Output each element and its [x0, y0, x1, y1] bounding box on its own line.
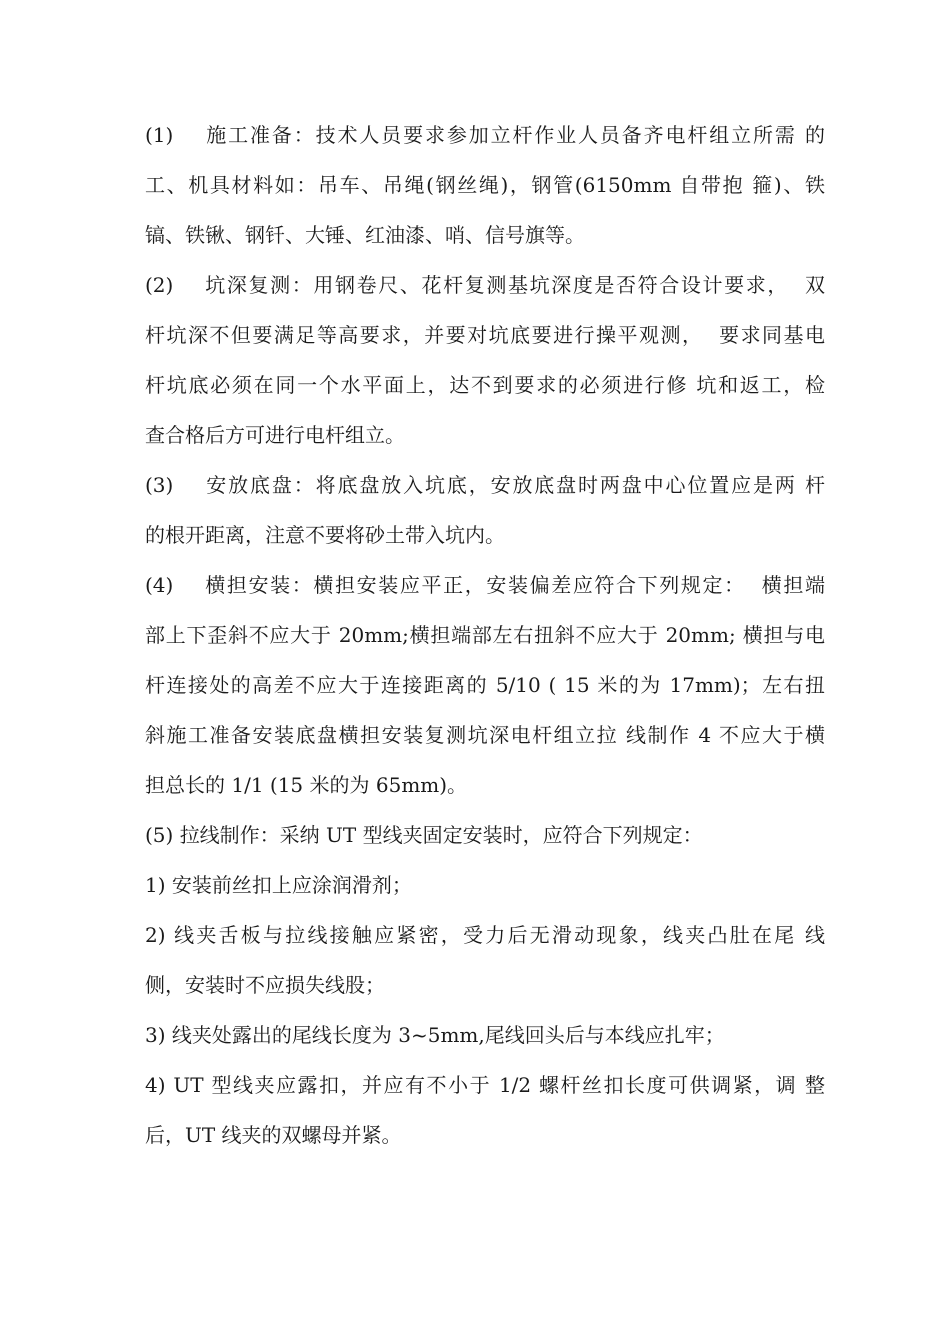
text-line: 工、机具材料如：吊车、吊绳(钢丝绳)，钢管(6150mm 自带抱 箍)、铁: [145, 173, 825, 197]
text-line: 杆连接处的高差不应大于连接距离的 5/10 ( 15 米的为 17mm)；左右扭: [145, 673, 825, 697]
text-line: (3) 安放底盘：将底盘放入坑底，安放底盘时两盘中心位置应是两 杆: [145, 473, 825, 497]
text-line: (4) 横担安装：横担安装应平正，安装偏差应符合下列规定： 横担端: [145, 573, 825, 597]
text-line: 的根开距离，注意不要将砂土带入坑内。: [145, 523, 505, 547]
text-line: 4) UT 型线夹应露扣，并应有不小于 1/2 螺杆丝扣长度可供调紧，调 整: [145, 1073, 825, 1097]
text-line: 2) 线夹舌板与拉线接触应紧密，受力后无滑动现象，线夹凸肚在尾 线: [145, 923, 825, 947]
text-line: 1) 安装前丝扣上应涂润滑剂；: [145, 873, 412, 897]
text-line: 杆坑深不但要满足等高要求，并要对坑底要进行操平观测， 要求同基电: [145, 323, 825, 347]
text-line: 杆坑底必须在同一个水平面上，达不到要求的必须进行修 坑和返工，检: [145, 373, 825, 397]
text-line: 后，UT 线夹的双螺母并紧。: [145, 1123, 402, 1147]
text-line: 镐、铁锹、钢钎、大锤、红油漆、哨、信号旗等。: [145, 223, 585, 247]
document-body: [145, 120, 825, 1150]
text-line: (5) 拉线制作：采纳 UT 型线夹固定安装时，应符合下列规定：: [145, 823, 703, 847]
text-line: 查合格后方可进行电杆组立。: [145, 423, 405, 447]
text-line: 担总长的 1/1 (15 米的为 65mm)。: [145, 773, 468, 797]
text-line: (2) 坑深复测：用钢卷尺、花杆复测基坑深度是否符合设计要求， 双: [145, 273, 825, 297]
text-line: 部上下歪斜不应大于 20mm;横担端部左右扭斜不应大于 20mm; 横担与电: [145, 623, 825, 647]
text-line: (1) 施工准备：技术人员要求参加立杆作业人员备齐电杆组立所需 的: [145, 123, 825, 147]
text-line: 3) 线夹处露出的尾线长度为 3~5mm,尾线回头后与本线应扎牢；: [145, 1023, 725, 1047]
text-line: 斜施工准备安装底盘横担安装复测坑深电杆组立拉 线制作 4 不应大于横: [145, 723, 825, 747]
text-line: 侧，安装时不应损失线股；: [145, 973, 385, 997]
